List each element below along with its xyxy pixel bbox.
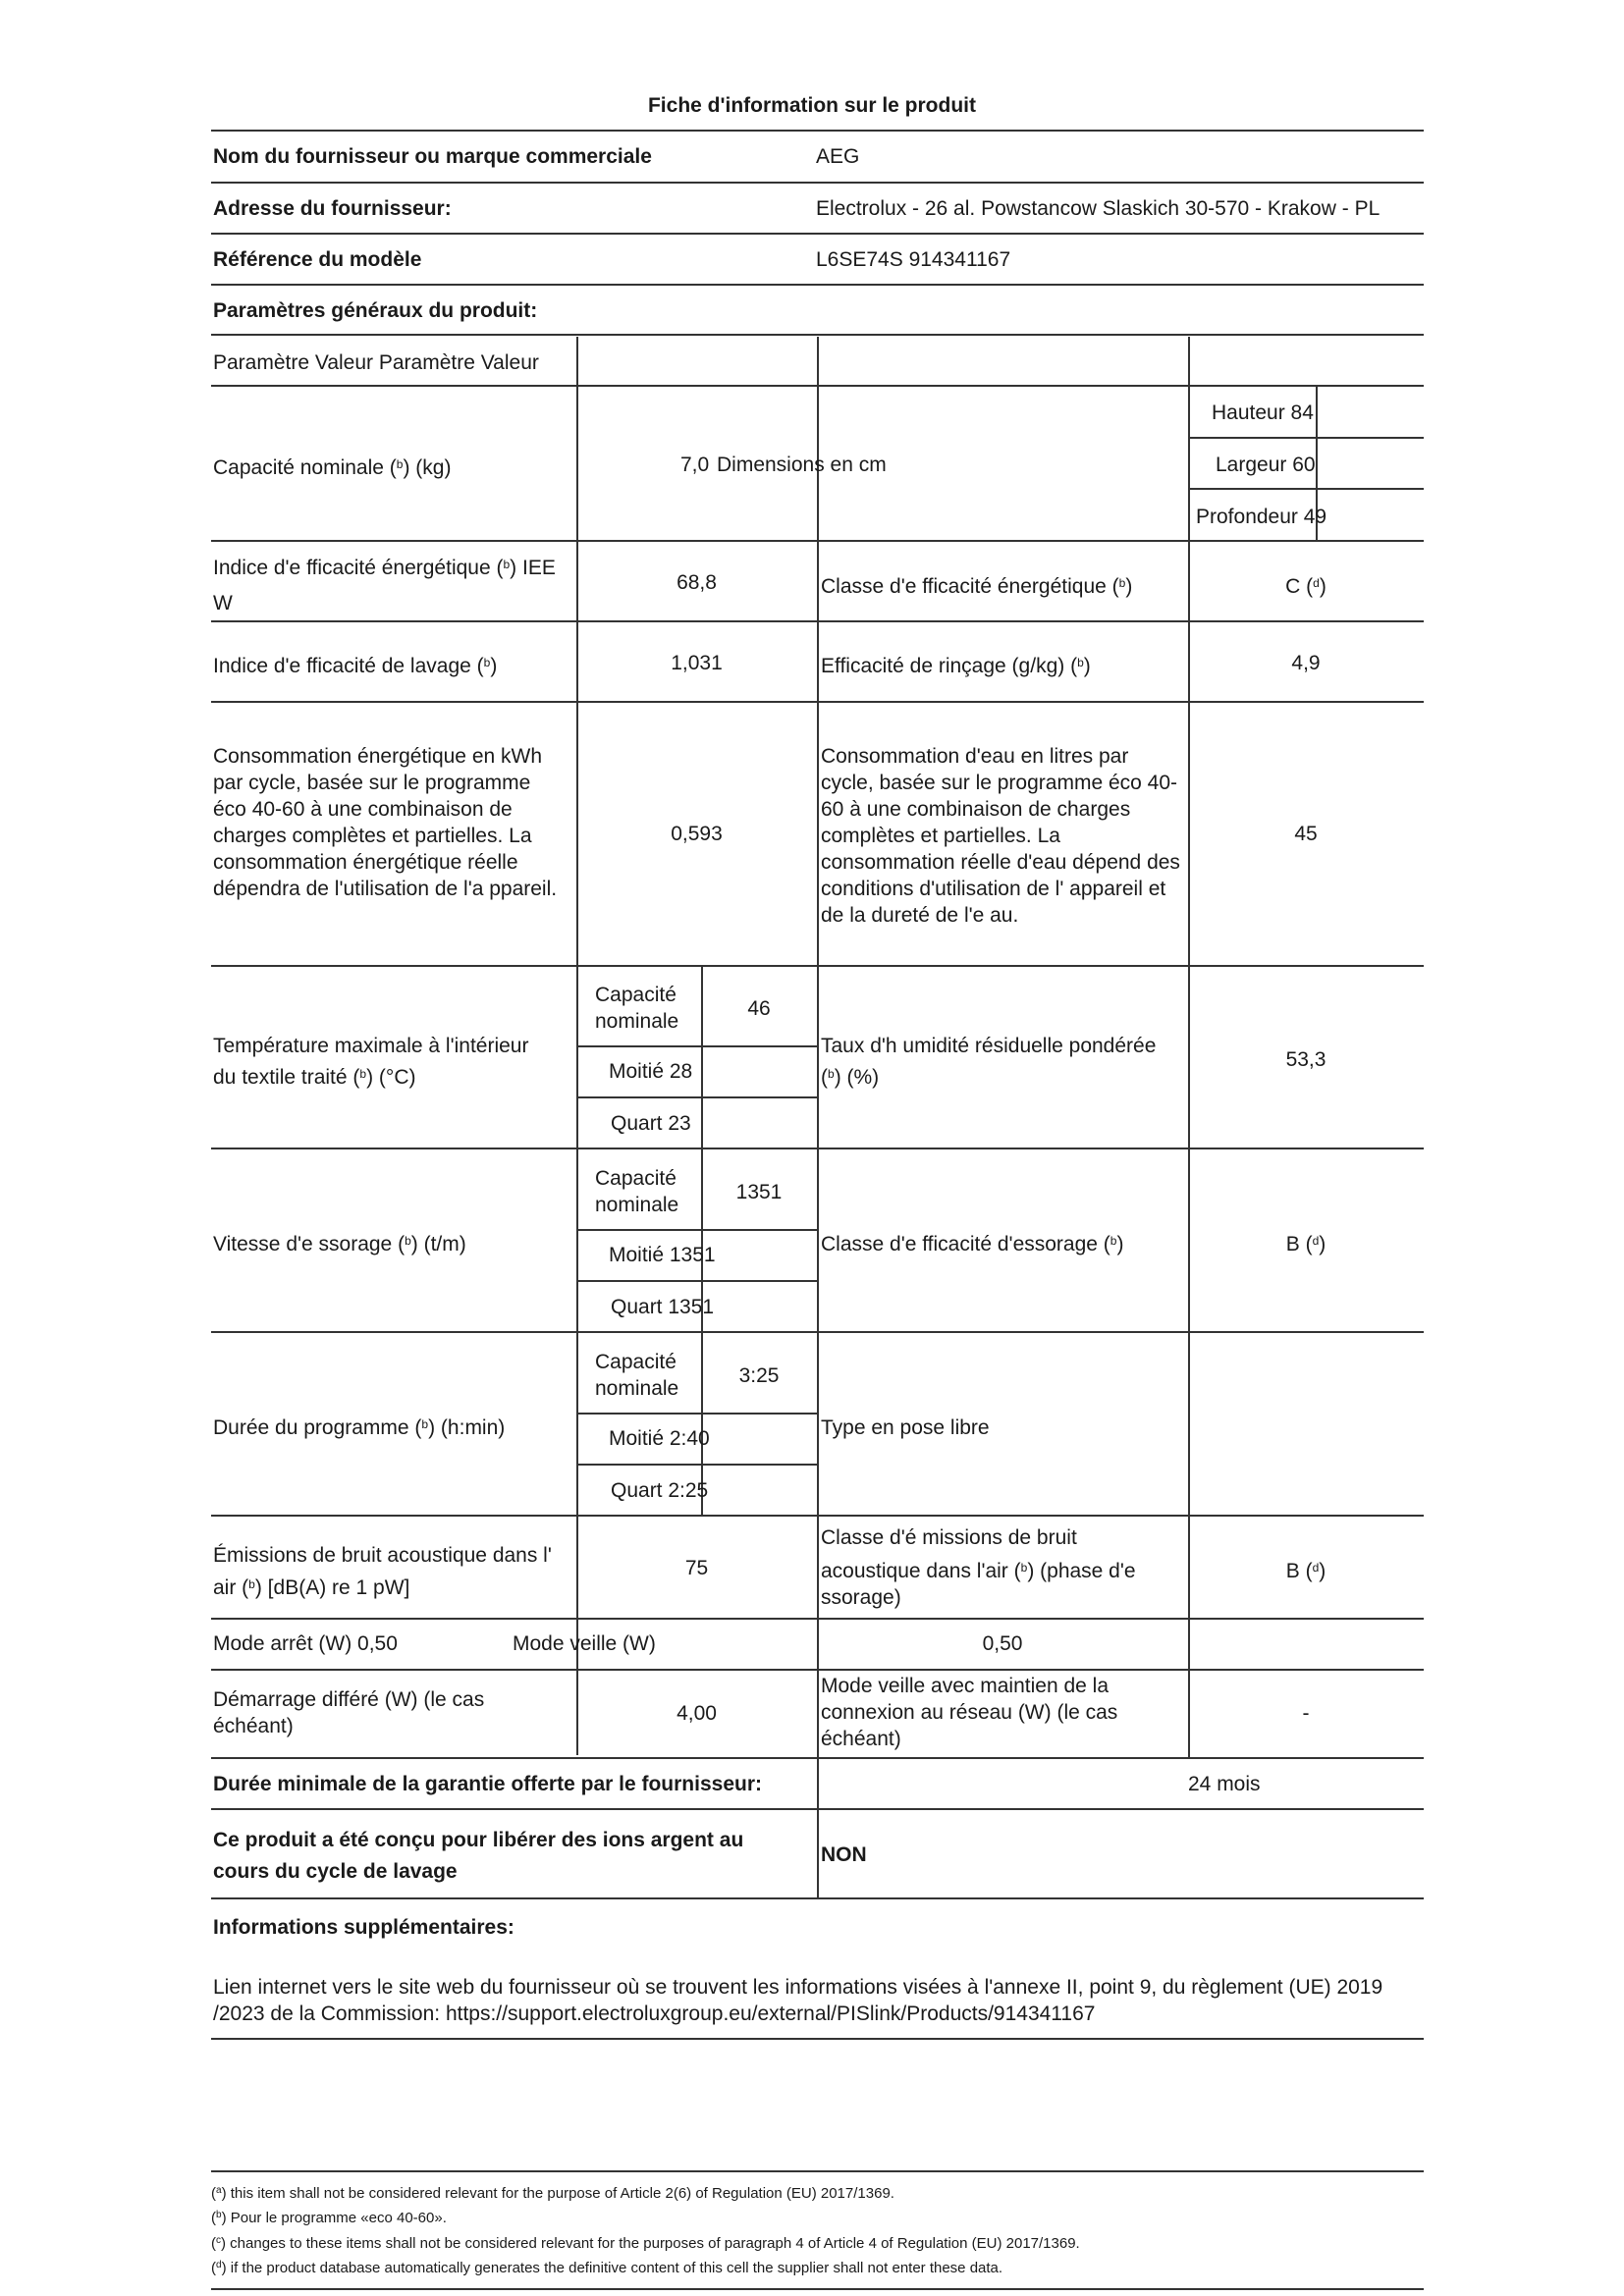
spin-speed-label: Vitesse d'e ssorage ($^b$) (t/m) xyxy=(213,1233,466,1255)
table-line xyxy=(1188,488,1424,490)
silver-ions-label: Ce produit a été conçu pour libérer des ions argent au cours du cycle de lavage xyxy=(213,1829,744,1883)
duration-nominal-value: 3:25 xyxy=(738,1364,780,1387)
divider xyxy=(211,233,1424,235)
spin-nominal-label: Capacité nominale xyxy=(595,1167,679,1216)
networked-standby-label: Mode veille avec maintien de la connexion au réseau (W) (le cas échéant) xyxy=(821,1675,1118,1750)
table-line xyxy=(576,1413,817,1415)
off-mode-label: Mode arrêt (W) 0,50 xyxy=(213,1632,398,1655)
rinse-efficiency-label: Efficacité de rinçage (g/kg) ($^b$) xyxy=(821,655,1091,677)
footnote-a: ($^a$) this item shall not be considered relevant for the purpose of Article 2(6) of Regulation (EU) 2017/1369. xyxy=(211,2185,894,2202)
supplier-name-label: Nom du fournisseur ou marque commerciale xyxy=(213,145,652,168)
duration-half: Moitié 2:40 xyxy=(609,1427,710,1450)
energy-index-label-unit: W xyxy=(213,592,233,614)
delayed-start-label: Démarrage différé (W) (le cas échéant) xyxy=(213,1688,485,1737)
energy-consumption-label: Consommation énergétique en kWh par cycle, basée sur le programme éco 40-60 à une combinaison de charges complètes et partielles. La consommation énergétique réelle dépendra de l'utilisation de l'a ppareil. xyxy=(213,745,558,900)
table-vline xyxy=(576,337,578,1755)
additional-info-heading: Informations supplémentaires: xyxy=(213,1916,514,1939)
model-reference-value: L6SE74S 914341167 xyxy=(816,248,1011,271)
temperature-half: Moitié 28 xyxy=(609,1060,693,1083)
temperature-quarter: Quart 23 xyxy=(611,1112,691,1135)
water-consumption-label: Consommation d'eau en litres par cycle, basée sur le programme éco 40-60 à une combinaison de charges complètes et partielles. La consommation réelle d'eau dépend des conditions d'utilisation de l' appareil et de la dureté de l'e au. xyxy=(821,745,1180,927)
delayed-start-value: 4,00 xyxy=(677,1702,717,1725)
warranty-value: 24 mois xyxy=(1188,1773,1261,1795)
noise-label: Émissions de bruit acoustique dans l' xyxy=(213,1544,552,1567)
silver-ions-value: NON xyxy=(821,1843,867,1866)
temperature-nominal-label: Capacité nominale xyxy=(595,984,679,1033)
table-line xyxy=(211,2170,1424,2172)
general-params-heading: Paramètres généraux du produit: xyxy=(213,299,538,322)
wash-index-label: Indice d'e fficacité de lavage ($^b$) xyxy=(213,655,498,677)
duration-label: Durée du programme ($^b$) (h:min) xyxy=(213,1416,506,1439)
table-line xyxy=(576,1045,817,1047)
table-line xyxy=(211,2038,1424,2040)
humidity-label-unit: ($^b$) (%) xyxy=(821,1066,880,1089)
width-value: Largeur 60 xyxy=(1216,454,1316,476)
standby-label: Mode veille (W) xyxy=(513,1632,656,1655)
rinse-efficiency-value: 4,9 xyxy=(1291,652,1321,674)
page-title: Fiche d'information sur le produit xyxy=(647,94,976,117)
capacity-label: Capacité nominale ($^b$) (kg) xyxy=(213,456,452,479)
table-header: Paramètre Valeur Paramètre Valeur xyxy=(213,351,539,374)
table-line xyxy=(1188,437,1424,439)
table-line xyxy=(576,1096,817,1098)
table-line xyxy=(576,1229,817,1231)
noise-class-value: B ($^d$) xyxy=(1285,1560,1326,1582)
temperature-label: Température maximale à l'intérieur xyxy=(213,1035,529,1057)
divider xyxy=(211,130,1424,132)
spin-class-value: B ($^d$) xyxy=(1285,1233,1326,1255)
supplier-address-value: Electrolux - 26 al. Powstancow Slaskich 30-570 - Krakow - PL xyxy=(816,197,1380,220)
supplier-name-value: AEG xyxy=(816,145,860,168)
depth-value: Profondeur 49 xyxy=(1196,506,1327,528)
height-value: Hauteur 84 xyxy=(1212,401,1314,424)
supplier-address-label: Adresse du fournisseur: xyxy=(213,197,452,220)
noise-label-unit: air ($^b$) [dB(A) re 1 pW] xyxy=(213,1576,410,1599)
energy-class-label: Classe d'e fficacité énergétique ($^b$) xyxy=(821,575,1133,598)
capacity-value: 7,0 xyxy=(680,454,710,476)
footnote-c: ($^c$) changes to these items shall not be considered relevant for the purposes of paragraph 4 of Article 4 of Regulation (EU) 2017/1369. xyxy=(211,2235,1080,2252)
table-line xyxy=(211,1897,1424,1899)
divider xyxy=(211,334,1424,336)
table-vline xyxy=(1188,1620,1190,1669)
humidity-value: 53,3 xyxy=(1285,1048,1326,1071)
energy-index-label: Indice d'e fficacité énergétique ($^b$) IEE xyxy=(213,557,556,579)
model-reference-label: Référence du modèle xyxy=(213,248,422,271)
divider xyxy=(211,284,1424,286)
wash-index-value: 1,031 xyxy=(671,652,723,674)
energy-index-value: 68,8 xyxy=(677,571,717,594)
table-line xyxy=(576,1280,817,1282)
table-vline xyxy=(701,965,703,1148)
footnote-b: ($^b$) Pour le programme «eco 40-60». xyxy=(211,2210,447,2226)
energy-consumption-value: 0,593 xyxy=(671,823,723,845)
duration-nominal-label: Capacité nominale xyxy=(595,1351,679,1400)
energy-class-value: C ($^d$) xyxy=(1285,575,1326,598)
table-line xyxy=(576,1464,817,1466)
networked-standby-value: - xyxy=(1302,1702,1310,1725)
appliance-type: Type en pose libre xyxy=(821,1416,990,1439)
temperature-nominal-value: 46 xyxy=(747,997,771,1020)
noise-class-label-b: acoustique dans l'air ($^b$) (phase d'e xyxy=(821,1560,1136,1582)
water-consumption-value: 45 xyxy=(1294,823,1318,845)
additional-info-text: Lien internet vers le site web du fournisseur où se trouvent les informations visées à l'annexe II, point 9, du règlement (UE) 2019 /2023 de la Commission: https://support.electroluxgroup.eu/external/PISlink/Products/914341167 xyxy=(213,1976,1383,2025)
warranty-label: Durée minimale de la garantie offerte par le fournisseur: xyxy=(213,1773,762,1795)
noise-class-label: Classe d'é missions de bruit xyxy=(821,1526,1077,1549)
footnote-d: ($^d$) if the product database automatically generates the definitive content of this cell the supplier shall not enter these data. xyxy=(211,2260,1003,2276)
spin-quarter: Quart 1351 xyxy=(611,1296,715,1318)
duration-quarter: Quart 2:25 xyxy=(611,1479,709,1502)
standby-value: 0,50 xyxy=(982,1632,1023,1655)
dimensions-label: Dimensions en cm xyxy=(717,454,887,476)
table-vline xyxy=(817,337,819,1897)
noise-value: 75 xyxy=(684,1557,709,1579)
humidity-label: Taux d'h umidité résiduelle pondérée xyxy=(821,1035,1157,1057)
spin-half: Moitié 1351 xyxy=(609,1244,716,1266)
noise-class-label-c: ssorage) xyxy=(821,1586,901,1609)
divider xyxy=(211,182,1424,184)
spin-class-label: Classe d'e fficacité d'essorage ($^b$) xyxy=(821,1233,1124,1255)
spin-nominal-value: 1351 xyxy=(735,1181,783,1203)
temperature-label-unit: du textile traité ($^b$) (°C) xyxy=(213,1066,416,1089)
divider xyxy=(211,2288,1424,2290)
